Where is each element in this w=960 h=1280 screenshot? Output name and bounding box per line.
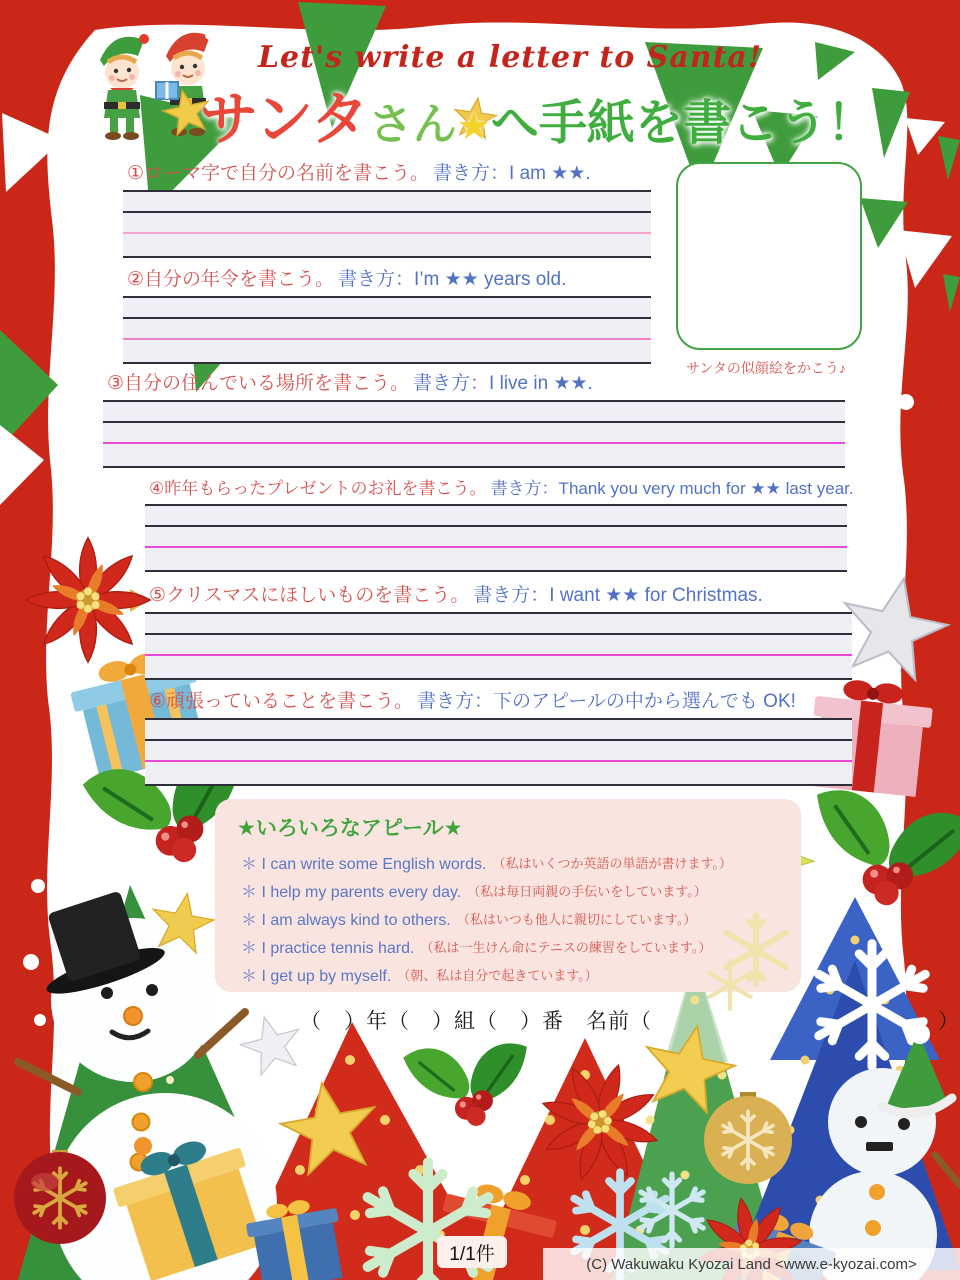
writing-lines-3[interactable] [103,400,845,468]
section-1-name [123,158,651,258]
section-5-wish [145,580,852,680]
section-2-age [123,264,651,364]
appeal-item: ＊ I am always kind to others. （私はいつも他人に親切にしています。） [241,911,697,929]
name-line[interactable]: （ ）年（ ）組（ ）番 名前（ ） [300,1010,960,1033]
santa-portrait-box[interactable] [676,162,862,350]
page-title [200,72,920,156]
section-6-effort [145,686,852,786]
section-4-thanks [145,474,854,572]
copyright-notice: (C) Wakuwaku Kyozai Land <www.e-kyozai.com> [543,1248,960,1280]
appeal-item: ＊ I get up by myself. （朝、私は自分で起きています。） [241,967,598,985]
writing-lines-2[interactable] [123,296,651,364]
writing-lines-6[interactable] [145,718,852,786]
section-5-label: ⑤クリスマスにほしいものを書こう。 書き方：I want ★★ for Christmas. [149,585,763,606]
title-santa: サンタ [200,87,369,152]
poinsettia-left-icon [26,538,151,663]
writing-lines-5[interactable] [145,612,852,680]
writing-lines-1[interactable] [123,190,651,258]
section-3-place [103,368,845,468]
page-count-badge[interactable]: 1/1件 [437,1236,507,1268]
section-6-label: ⑥頑張っていることを書こう。 書き方：下のアピールの中から選んでも OK! [149,691,796,712]
title-rest: へ手紙を書こう！ [490,97,875,150]
section-4-label: ④昨年もらったプレゼントのお礼を書こう。 書き方：Thank you very much for ★★ last year. [149,479,854,498]
orange-dot-icon [134,1137,152,1155]
title-star-icon: ★ [456,106,491,148]
writing-lines-4[interactable] [145,504,847,572]
appeal-item: ＊ I can write some English words. （私はいくつか英語の単語が書けます。） [241,855,732,873]
english-subtitle: Let's write a letter to Santa! [257,40,763,75]
appeal-item: ＊ I help my parents every day. （私は毎日両親の手伝いをしています。） [241,883,707,901]
section-2-label: ②自分の年令を書こう。 書き方：I’m ★★ years old. [127,269,567,290]
section-3-label: ③自分の住んでいる場所を書こう。 書き方：I live in ★★. [107,373,593,394]
portrait-caption: サンタの似顔絵をかこう♪ [686,360,846,376]
section-1-label: ①ローマ字で自分の名前を書こう。 書き方：I am ★★. [127,163,591,184]
title-san: さん [368,100,457,149]
appeal-box [215,799,801,992]
appeal-title: ★いろいろなアピール★ [237,817,463,840]
appeal-item: ＊ I practice tennis hard. （私は一生けん命にテニスの練習をしています。） [241,939,712,957]
